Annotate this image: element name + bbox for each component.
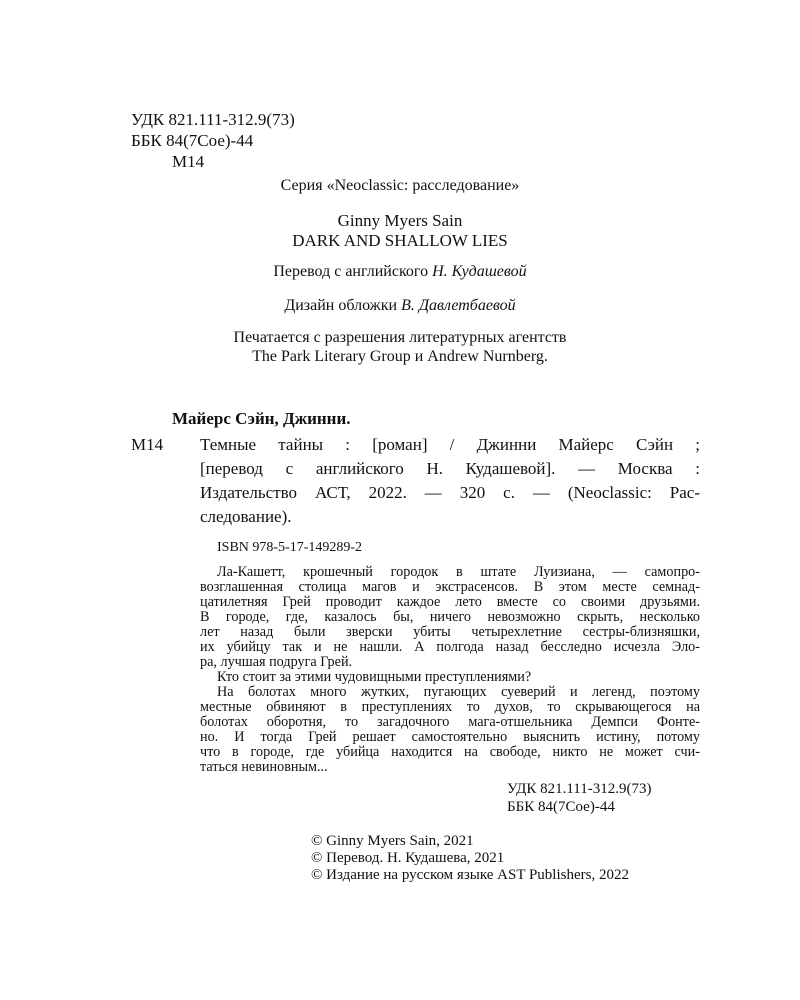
desc-line: но. И тогда Грей решает самостоятельно выяснить истину, потому	[200, 729, 700, 745]
translation-credit	[0, 264, 800, 280]
desc-line: что в городе, где убийца находится на свободе, никто не может счи-	[200, 744, 700, 760]
desc-line: их убийцу так и не нашли. А полгода назад бесследно исчезла Эло-	[200, 639, 700, 655]
footer-udk: УДК 821.111-312.9(73)	[507, 781, 652, 797]
translation-label: Перевод с английского	[273, 263, 429, 280]
copyright-author: © Ginny Myers Sain, 2021	[311, 833, 474, 849]
cover-design-credit	[0, 298, 800, 314]
catalog-line-4: следование).	[200, 507, 292, 526]
desc-line: болотах оборотня, то загадочного мага-отшельника Демпси Фонте-	[200, 714, 700, 730]
desc-line: таться невиновным...	[200, 759, 328, 775]
catalog-line-3: Издательство АСТ, 2022. — 320 с. — (Neoclassic: Рас-	[200, 483, 700, 502]
bbk-code: ББК 84(7Сое)-44	[131, 131, 254, 150]
desc-question: Кто стоит за этими чудовищными преступлениями?	[217, 669, 532, 685]
catalog-heading: Майерс Сэйн, Джинни.	[172, 409, 351, 428]
desc-line: местные обвиняют в преступлениях то духов, то скрывающегося на	[200, 699, 700, 715]
original-title: DARK AND SHALLOW LIES	[292, 231, 508, 250]
desc-line: Ла-Кашетт, крошечный городок в штате Луизиана, — самопро-	[217, 564, 700, 580]
cover-designer-name: В. Давлетбаевой	[401, 297, 516, 314]
copyright-translation: © Перевод. Н. Кудашева, 2021	[311, 850, 505, 866]
catalog-sign: М14	[131, 435, 164, 454]
footer-bbk: ББК 84(7Сое)-44	[507, 799, 615, 815]
author-sign: М14	[172, 152, 205, 171]
permission-line-1: Печатается с разрешения литературных агентств	[233, 329, 567, 346]
isbn: ISBN 978-5-17-149289-2	[217, 540, 363, 555]
desc-line: цатилетняя Грей проводит каждое лето вместе со своими друзьями.	[200, 594, 700, 610]
desc-line: На болотах много жутких, пугающих суеверий и легенд, поэтому	[217, 684, 700, 700]
desc-line: В городе, где, казалось бы, ничего невозможно скрыть, несколько	[200, 609, 700, 625]
desc-line: возглашенная столица магов и экстрасенсов. В этом месте семнад-	[200, 579, 700, 595]
udk-code: УДК 821.111-312.9(73)	[131, 110, 295, 129]
original-author: Ginny Myers Sain	[337, 211, 463, 230]
series-title: Серия «Neoclassic: расследование»	[280, 177, 520, 194]
desc-line: ра, лучшая подруга Грей.	[200, 654, 353, 670]
desc-line: лет назад были зверски убиты четырехлетние сестры-близняшки,	[200, 624, 700, 640]
cover-design-label: Дизайн обложки	[284, 297, 398, 314]
copyright-edition: © Издание на русском языке AST Publishers, 2022	[311, 867, 629, 883]
translator-name: Н. Кудашевой	[432, 263, 527, 280]
catalog-line-1: Темные тайны : [роман] / Джинни Майерс Сэйн ;	[200, 435, 700, 454]
catalog-line-2: [перевод с английского Н. Кудашевой]. — Москва :	[200, 459, 700, 478]
permission-line-2: The Park Literary Group и Andrew Nurnberg.	[252, 348, 548, 365]
